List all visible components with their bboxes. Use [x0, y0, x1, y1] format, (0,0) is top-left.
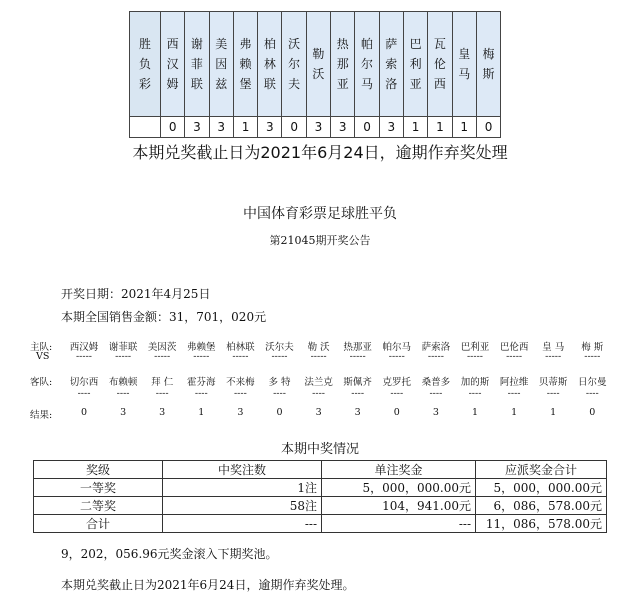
away-team: 贝蒂斯	[538, 377, 568, 388]
top-result-cell: 1	[428, 117, 452, 138]
home-team: 柏林联	[226, 342, 255, 353]
top-team-name: 勒沃	[312, 47, 325, 81]
top-result-cell: 0	[161, 117, 185, 138]
top-team-name: 梅斯	[482, 47, 495, 81]
result-separator: ----	[429, 388, 443, 399]
vs-label: VS	[36, 351, 50, 362]
vs-separator: -----	[310, 351, 327, 362]
top-result-cell: 3	[331, 117, 355, 138]
match-result: 0	[393, 407, 400, 418]
top-team-name: 西汉姆	[166, 37, 179, 91]
home-team: 巴利亚	[460, 342, 490, 353]
home-team: 西汉姆	[69, 342, 99, 353]
sales-amount: 本期全国销售金额：31，701，020元	[61, 310, 267, 324]
top-result-cell: 3	[209, 117, 233, 138]
match-result: 3	[159, 407, 166, 418]
top-notice: 本期兑奖截止日为2021年6月24日，逾期作弃奖处理	[132, 143, 508, 162]
home-team: 热那亚	[343, 342, 372, 353]
bottom-notice: 本期兑奖截止日为2021年6月24日，逾期作弃奖处理。	[61, 578, 355, 592]
away-team: 多 特	[268, 377, 291, 388]
match-result: 0	[276, 407, 283, 418]
top-team-cell	[476, 12, 500, 117]
top-team-name: 皇马	[458, 47, 471, 81]
result-separator: ----	[312, 388, 326, 399]
top-result-cell: 0	[282, 117, 306, 138]
prize-col-header: 单注奖金	[322, 461, 476, 479]
rollover-note: 9，202，056.96元奖金滚入下期奖池。	[61, 547, 278, 561]
vs-separator: -----	[75, 351, 93, 362]
home-team: 萨索洛	[421, 342, 451, 353]
match-result: 1	[511, 407, 518, 418]
table-row	[34, 515, 607, 533]
top-team-name: 沃尔夫	[288, 37, 301, 91]
top-table-header-text: 胜负彩	[138, 37, 151, 91]
vs-separator: -----	[545, 351, 562, 362]
away-team: 桑普多	[421, 377, 451, 388]
table-row	[34, 479, 607, 497]
match-result: 3	[120, 407, 127, 418]
home-team: 梅 斯	[581, 342, 604, 353]
result-separator: ----	[194, 388, 208, 399]
top-result-cell: 0	[355, 117, 379, 138]
top-team-cell	[282, 12, 306, 117]
away-team: 斯佩齐	[343, 377, 372, 388]
top-team-cell	[161, 12, 185, 117]
match-result: 1	[550, 407, 557, 418]
top-team-cell	[379, 12, 403, 117]
unit-prize: 5，000，000.00元	[322, 479, 476, 497]
total-prize: 5，000，000.00元	[476, 479, 607, 497]
top-team-name: 柏林联	[263, 37, 276, 91]
home-team: 帕尔马	[382, 342, 412, 353]
top-team-cell	[428, 12, 452, 117]
vs-separator: -----	[115, 351, 132, 362]
match-result: 3	[432, 407, 439, 418]
page-subtitle: 第21045期开奖公告	[269, 234, 371, 247]
top-team-name: 美因兹	[215, 37, 228, 91]
prize-col-header: 应派奖金合计	[476, 461, 607, 479]
vs-separator: -----	[584, 351, 601, 362]
prize-level: 合计	[34, 515, 163, 533]
match-grid	[30, 337, 607, 421]
prize-col-header: 奖级	[34, 461, 163, 479]
top-team-cell	[185, 12, 209, 117]
result-label: 结果:	[30, 410, 53, 421]
away-team: 日尔曼	[578, 377, 607, 388]
match-result: 3	[354, 407, 361, 418]
result-separator: ----	[77, 388, 91, 399]
prize-level: 一等奖	[34, 479, 163, 497]
result-separator: ----	[233, 388, 247, 399]
home-label: 主队:	[30, 342, 53, 353]
away-team: 法兰克	[304, 377, 333, 388]
home-team: 皇 马	[542, 342, 565, 353]
prize-col-header: 中奖注数	[163, 461, 322, 479]
home-team: 弗赖堡	[187, 342, 216, 353]
prize-heading: 本期中奖情况	[280, 442, 359, 457]
top-table-header-blank	[130, 117, 161, 138]
total-prize: 6，086，578.00元	[476, 497, 607, 515]
match-result: 1	[198, 407, 205, 418]
top-result-cell: 3	[306, 117, 330, 138]
top-results-table	[129, 11, 501, 138]
top-team-cell	[306, 12, 330, 117]
winner-count: 1注	[163, 479, 322, 497]
vs-separator: -----	[349, 351, 366, 362]
match-result: 0	[589, 407, 596, 418]
top-result-cell: 1	[233, 117, 257, 138]
home-team: 巴伦西	[499, 342, 529, 353]
away-team: 加的斯	[460, 377, 490, 388]
top-result-cell: 3	[185, 117, 209, 138]
match-result: 3	[237, 407, 244, 418]
winner-count: 58注	[163, 497, 322, 515]
total-prize: 11，086，578.00元	[476, 515, 607, 533]
top-team-name: 热那亚	[336, 37, 349, 91]
page-title: 中国体育彩票足球胜平负	[243, 206, 397, 222]
result-separator: ----	[116, 388, 130, 399]
result-separator: ----	[155, 388, 169, 399]
vs-separator: -----	[427, 351, 444, 362]
vs-separator: -----	[193, 351, 210, 362]
prize-table	[33, 460, 607, 533]
match-result: 3	[315, 407, 322, 418]
top-result-cell: 0	[476, 117, 500, 138]
top-team-cell	[355, 12, 379, 117]
top-team-cell	[258, 12, 282, 117]
away-team: 切尔西	[69, 377, 99, 388]
winner-count: ---	[163, 515, 322, 533]
away-team: 霍芬海	[187, 377, 216, 388]
match-result: 1	[471, 407, 479, 418]
match-result: 0	[80, 407, 88, 418]
unit-prize: 104，941.00元	[322, 497, 476, 515]
vs-separator: -----	[154, 351, 171, 362]
top-team-name: 瓦伦西	[433, 37, 446, 91]
top-team-cell	[403, 12, 427, 117]
unit-prize: ---	[322, 515, 476, 533]
vs-separator: -----	[466, 351, 484, 362]
top-result-cell: 1	[403, 117, 427, 138]
away-team: 布赖顿	[108, 377, 138, 388]
vs-separator: -----	[271, 351, 288, 362]
away-team: 阿拉维	[499, 377, 529, 388]
top-team-cell	[209, 12, 233, 117]
away-team: 克罗托	[382, 377, 412, 388]
top-table-header	[130, 12, 161, 117]
top-result-cell: 3	[258, 117, 282, 138]
top-team-cell	[331, 12, 355, 117]
result-separator: ----	[273, 388, 286, 399]
top-team-name: 弗赖堡	[239, 37, 252, 91]
home-team: 谢菲联	[108, 342, 138, 353]
draw-date: 开奖日期：2021年4月25日	[61, 287, 211, 301]
top-team-name: 谢菲联	[190, 37, 203, 91]
table-row	[34, 497, 607, 515]
result-separator: ----	[546, 388, 560, 399]
prize-level: 二等奖	[34, 497, 163, 515]
result-separator: ----	[507, 388, 521, 399]
result-separator: ----	[585, 388, 599, 399]
top-team-name: 萨索洛	[385, 37, 398, 91]
home-team: 沃尔夫	[265, 342, 294, 353]
away-team: 拜 仁	[151, 377, 174, 388]
top-result-cell: 1	[452, 117, 476, 138]
top-team-cell	[452, 12, 476, 117]
vs-separator: -----	[506, 351, 523, 362]
away-team: 不来梅	[226, 377, 255, 388]
result-separator: ----	[351, 388, 365, 399]
vs-separator: -----	[388, 351, 405, 362]
result-separator: ----	[468, 388, 482, 399]
home-team: 勒 沃	[307, 342, 330, 353]
top-team-cell	[233, 12, 257, 117]
result-separator: ----	[390, 388, 404, 399]
away-label: 客队:	[30, 377, 53, 388]
top-team-name: 巴利亚	[409, 37, 422, 91]
top-team-name: 帕尔马	[361, 37, 374, 91]
home-team: 美因茨	[147, 342, 177, 353]
top-result-cell: 3	[379, 117, 403, 138]
vs-separator: -----	[232, 351, 249, 362]
